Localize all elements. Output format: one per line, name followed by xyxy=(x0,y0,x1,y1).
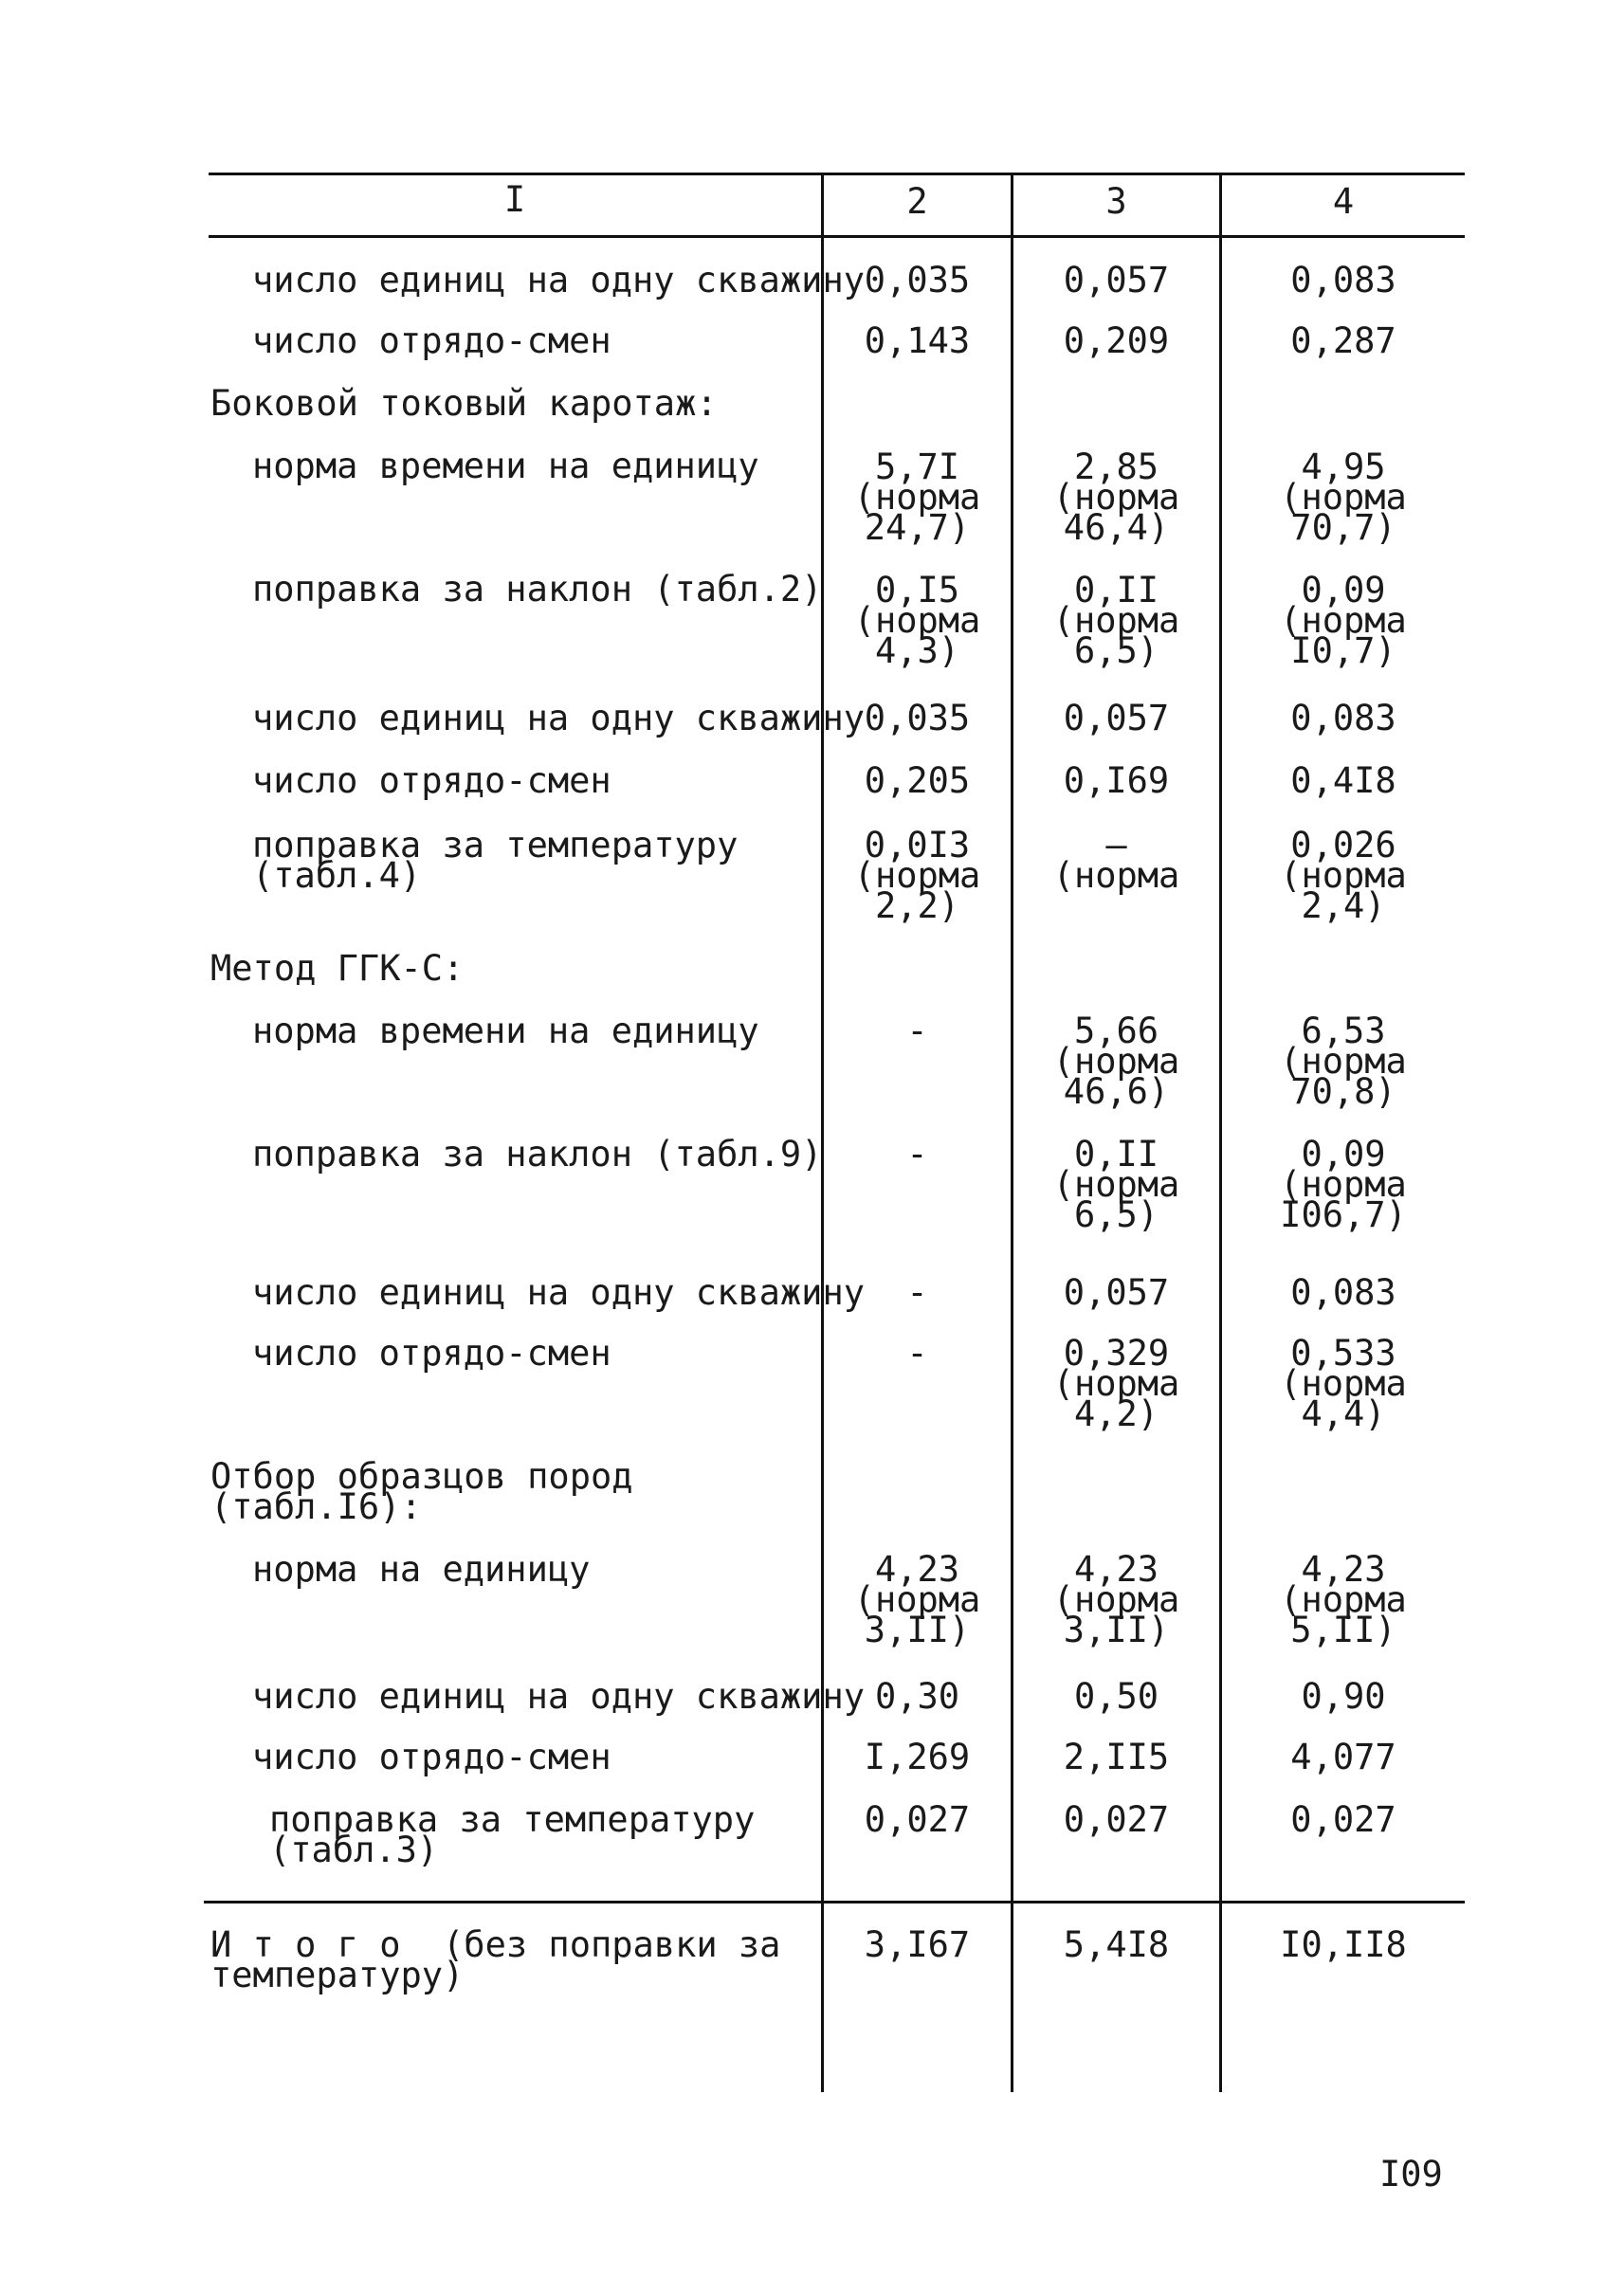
row-value-col-3: 0,I69 xyxy=(1063,760,1170,801)
row-value-col-3: 0,II (норма 6,5) xyxy=(1052,1134,1180,1235)
row-label: число отрядо-смен xyxy=(252,320,611,361)
header-bottom-rule xyxy=(209,235,1465,238)
row-value-col-4: 0,4I8 xyxy=(1290,760,1396,801)
row-value-col-2: - xyxy=(906,1134,928,1175)
table-top-rule xyxy=(209,173,1465,175)
header-col-4: 4 xyxy=(1332,181,1355,222)
row-value-col-2: 4,23 (норма 3,II) xyxy=(853,1549,981,1650)
row-label: число отрядо-смен xyxy=(252,1737,611,1777)
row-value-col-3: 4,23 (норма 3,II) xyxy=(1052,1549,1180,1650)
row-value-col-2: 0,0I3 (норма 2,2) xyxy=(853,825,981,926)
total-label: И т о г о (без поправки за температуру) xyxy=(210,1924,781,1995)
row-value-col-2: I,269 xyxy=(864,1737,971,1777)
header-col-1: I xyxy=(503,179,526,220)
row-value-col-4: 0,083 xyxy=(1290,260,1396,301)
row-value-col-2: - xyxy=(906,1011,928,1051)
row-value-col-3: 0,209 xyxy=(1063,320,1170,361)
row-value-col-2: 0,I5 (норма 4,3) xyxy=(853,570,981,671)
row-value-col-3: – (норма xyxy=(1052,825,1180,896)
row-label: число единиц на одну скважину xyxy=(252,260,866,301)
row-label: норма на единицу xyxy=(252,1549,591,1590)
row-label: число единиц на одну скважину xyxy=(252,698,866,738)
total-top-rule xyxy=(204,1901,1465,1903)
row-value-col-4: 0,083 xyxy=(1290,698,1396,738)
row-label: поправка за температуру (табл.3) xyxy=(269,1799,756,1870)
row-value-col-4: 0,083 xyxy=(1290,1272,1396,1313)
section-heading: Отбор образцов пород (табл.I6): xyxy=(210,1456,633,1527)
total-value-col-2: 3,I67 xyxy=(864,1924,971,1965)
row-label: число единиц на одну скважину xyxy=(252,1272,866,1313)
total-value-col-4: I0,II8 xyxy=(1280,1924,1407,1965)
row-value-col-3: 0,057 xyxy=(1063,260,1170,301)
section-heading: Боковой токовый каротаж: xyxy=(210,383,718,424)
row-value-col-3: 0,027 xyxy=(1063,1799,1170,1840)
row-label: поправка за температуру (табл.4) xyxy=(252,825,739,896)
row-value-col-4: 4,23 (норма 5,II) xyxy=(1280,1549,1407,1650)
row-value-col-3: 0,329 (норма 4,2) xyxy=(1052,1333,1180,1434)
row-value-col-4: 0,287 xyxy=(1290,320,1396,361)
row-value-col-4: 6,53 (норма 70,8) xyxy=(1280,1011,1407,1112)
row-label: норма времени на единицу xyxy=(252,446,759,486)
row-label: поправка за наклон (табл.2) xyxy=(252,569,823,610)
row-value-col-4: 0,09 (норма I0,7) xyxy=(1280,570,1407,671)
total-value-col-3: 5,4I8 xyxy=(1063,1924,1170,1965)
row-value-col-2: 0,035 xyxy=(864,260,971,301)
row-label: норма времени на единицу xyxy=(252,1011,759,1051)
row-value-col-2: - xyxy=(906,1333,928,1374)
row-value-col-2: 0,30 xyxy=(874,1676,960,1717)
row-value-col-3: 0,50 xyxy=(1073,1676,1159,1717)
section-heading: Метод ГГК-С: xyxy=(210,948,465,989)
row-value-col-3: 0,II (норма 6,5) xyxy=(1052,570,1180,671)
row-value-col-3: 5,66 (норма 46,6) xyxy=(1052,1011,1180,1112)
header-col-3: 3 xyxy=(1105,181,1127,222)
row-value-col-3: 0,057 xyxy=(1063,698,1170,738)
header-col-2: 2 xyxy=(906,181,928,222)
row-value-col-2: 0,027 xyxy=(864,1799,971,1840)
page-number: I09 xyxy=(1379,2154,1443,2195)
row-label: число отрядо-смен xyxy=(252,760,611,801)
row-value-col-4: 0,027 xyxy=(1290,1799,1396,1840)
row-value-col-4: 0,026 (норма 2,4) xyxy=(1280,825,1407,926)
row-value-col-3: 0,057 xyxy=(1063,1272,1170,1313)
row-label: число отрядо-смен xyxy=(252,1333,611,1374)
row-value-col-2: - xyxy=(906,1272,928,1313)
row-value-col-4: 0,09 (норма I06,7) xyxy=(1280,1134,1407,1235)
row-value-col-3: 2,II5 xyxy=(1063,1737,1170,1777)
row-value-col-2: 0,205 xyxy=(864,760,971,801)
row-label: поправка за наклон (табл.9) xyxy=(252,1134,823,1175)
row-label: число единиц на одну скважину xyxy=(252,1676,866,1717)
row-value-col-4: 4,95 (норма 70,7) xyxy=(1280,446,1407,548)
row-value-col-2: 0,035 xyxy=(864,698,971,738)
row-value-col-2: 0,143 xyxy=(864,320,971,361)
row-value-col-4: 0,533 (норма 4,4) xyxy=(1280,1333,1407,1434)
row-value-col-4: 4,077 xyxy=(1290,1737,1396,1777)
row-value-col-2: 5,7I (норма 24,7) xyxy=(853,446,981,548)
row-value-col-4: 0,90 xyxy=(1301,1676,1386,1717)
row-value-col-3: 2,85 (норма 46,4) xyxy=(1052,446,1180,548)
